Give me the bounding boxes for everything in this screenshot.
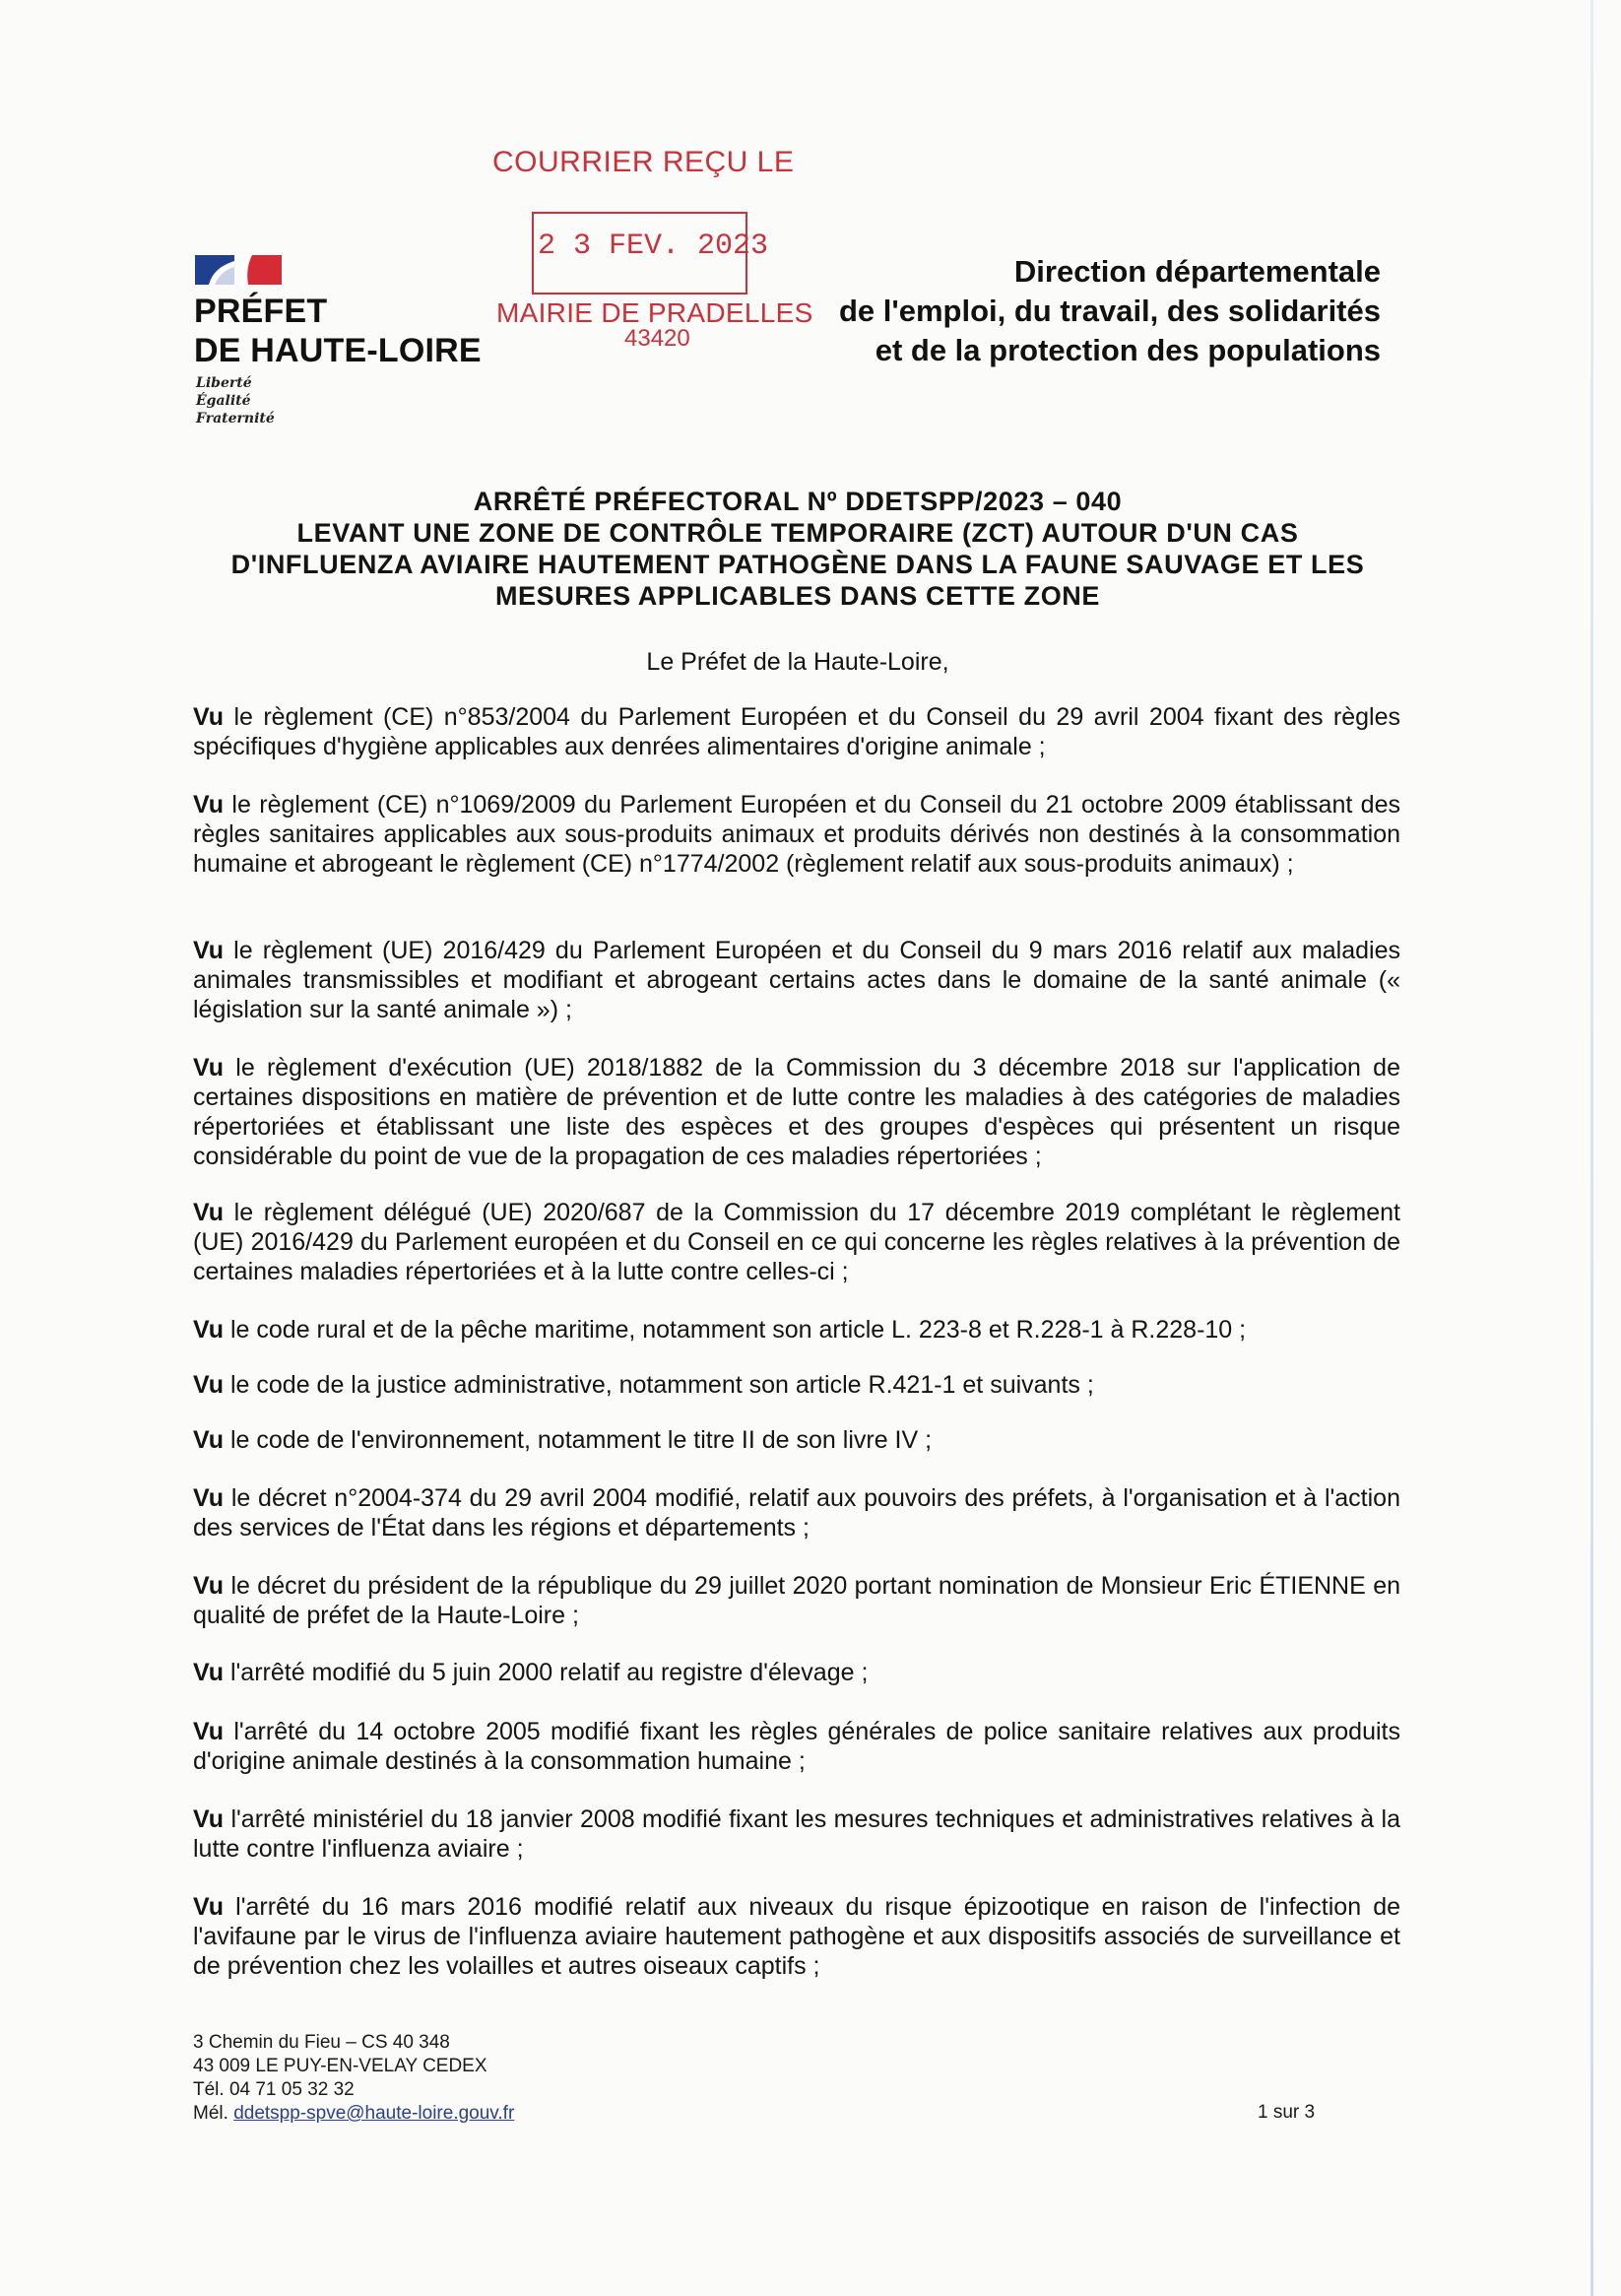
vu-paragraph [193, 1483, 1400, 1542]
vu-label: Vu [193, 1316, 225, 1344]
arrete-title [187, 486, 1408, 612]
vu-paragraph [193, 1425, 1400, 1455]
vu-text: le code de la justice administrative, notamment son article R.421-1 et suivants ; [229, 1371, 1094, 1399]
vu-paragraph [193, 1370, 1400, 1400]
footer-street: 3 Chemin du Fieu – CS 40 348 [193, 2032, 450, 2053]
footer-phone: Tél. 04 71 05 32 32 [193, 2079, 355, 2100]
footer-mail [193, 2102, 514, 2126]
title-line-1: ARRÊTÉ PRÉFECTORAL Nº DDETSPP/2023 – 040 [473, 487, 1123, 516]
vu-text: le règlement d'exécution (UE) 2018/1882 de la Commission du 3 décembre 2018 sur l'application de certaines dispositions en matière de prévention et de lutte contre les maladies à des catégories de maladies répertoriées et établissant une liste des espèces et des groupes d'espèces qui présentent un risque considérable du point de vue de la propagation de ces maladies répertoriées ; [193, 1054, 1400, 1170]
vu-text: le règlement (UE) 2016/429 du Parlement Européen et du Conseil du 9 mars 2016 relatif aux maladies animales transmissibles et modifiant et abrogeant certains actes dans le domaine de la santé animale (« législation sur la santé animale ») ; [193, 937, 1400, 1023]
prefet-intro: Le Préfet de la Haute-Loire, [646, 648, 949, 676]
vu-text: l'arrêté du 16 mars 2016 modifié relatif aux niveaux du risque épizootique en raison de l'infection de l'avifaune par le virus de l'influenza aviaire hautement pathogène et aux dispositifs associés de surveillance et de prévention chez les volailles et autres oiseaux captifs ; [193, 1893, 1400, 1980]
prefet-line-2: DE HAUTE-LOIRE [194, 332, 482, 369]
vu-label: Vu [193, 1199, 225, 1226]
stamp-received-label: COURRIER REÇU LE [492, 146, 795, 178]
vu-label: Vu [193, 1484, 225, 1512]
direction-line-2: de l'emploi, du travail, des solidarités [838, 294, 1381, 328]
stamp-postcode: 43420 [624, 325, 690, 352]
footer-address [193, 2031, 514, 2126]
direction-heading [839, 252, 1381, 370]
scan-edge [1590, 0, 1593, 2296]
vu-text: l'arrêté ministériel du 18 janvier 2008 modifié fixant les mesures techniques et administratives relatives à la lutte contre l'influenza aviaire ; [193, 1805, 1400, 1863]
vu-text: le règlement délégué (UE) 2020/687 de la Commission du 17 décembre 2019 complétant le règlement (UE) 2016/429 du Parlement européen et du Conseil en ce qui concerne les règles relatives à la prévention de certaines maladies répertoriées et à la lutte contre celles-ci ; [193, 1199, 1400, 1285]
motto-liberte: Liberté [196, 375, 252, 391]
vu-paragraph [193, 1658, 1400, 1687]
vu-paragraph [193, 1892, 1400, 1981]
vu-text: l'arrêté du 14 octobre 2005 modifié fixant les règles générales de police sanitaire relatives aux produits d'origine animale destinés à la consommation humaine ; [193, 1718, 1400, 1775]
vu-label: Vu [193, 1054, 225, 1082]
vu-text: le code de l'environnement, notamment le titre II de son livre IV ; [229, 1426, 933, 1454]
mail-label: Mél. [193, 2103, 228, 2124]
vu-paragraph [193, 1053, 1400, 1171]
vu-paragraph [193, 790, 1400, 879]
vu-label: Vu [193, 1572, 225, 1600]
vu-text: l'arrêté modifié du 5 juin 2000 relatif au registre d'élevage ; [229, 1659, 869, 1686]
vu-label: Vu [193, 1371, 225, 1399]
prefet-title [194, 292, 482, 370]
vu-label: Vu [193, 791, 225, 819]
stamp-mairie: MAIRIE DE PRADELLES [496, 297, 813, 328]
vu-text: le règlement (CE) n°1069/2009 du Parlement Européen et du Conseil du 21 octobre 2009 établissant des règles sanitaires applicables aux sous-produits animaux et produits dérivés non destinés à la consommation humaine et abrogeant le règlement (CE) n°1774/2002 (règlement relatif aux sous-produits animaux) ; [193, 791, 1400, 878]
footer-city: 43 009 LE PUY-EN-VELAY CEDEX [193, 2056, 487, 2076]
vu-text: le code rural et de la pêche maritime, notamment son article L. 223-8 et R.228-1 à R.228-10 ; [229, 1316, 1247, 1344]
vu-paragraph [193, 1198, 1400, 1286]
title-line-3: D'INFLUENZA AVIAIRE HAUTEMENT PATHOGÈNE DANS LA FAUNE SAUVAGE ET LES [230, 550, 1365, 579]
page-number: 1 sur 3 [1258, 2102, 1316, 2123]
title-line-4: MESURES APPLICABLES DANS CETTE ZONE [494, 581, 1101, 611]
motto-egalite: Égalité [196, 393, 251, 409]
vu-text: le décret du président de la république du 29 juillet 2020 portant nomination de Monsieur Eric ÉTIENNE en qualité de préfet de la Haute-Loire ; [193, 1572, 1400, 1629]
vu-paragraph [193, 1804, 1400, 1864]
vu-text: le décret n°2004-374 du 29 avril 2004 modifié, relatif aux pouvoirs des préfets, à l'organisation et à l'action des services de l'État dans les régions et départements ; [193, 1484, 1400, 1542]
vu-paragraph [193, 1717, 1400, 1776]
stamp-date: 2 3 FEV. 2023 [538, 230, 769, 263]
marianne-logo-icon [195, 251, 284, 289]
vu-label: Vu [193, 703, 225, 731]
vu-paragraph [193, 702, 1400, 761]
vu-paragraph [193, 1571, 1400, 1630]
direction-line-1: Direction départementale [1013, 254, 1381, 289]
republic-motto [196, 374, 275, 427]
vu-label: Vu [193, 1426, 225, 1454]
vu-paragraph [193, 1315, 1400, 1345]
title-line-2: LEVANT UNE ZONE DE CONTRÔLE TEMPORAIRE (ZCT) AUTOUR D'UN CAS [296, 518, 1299, 548]
direction-line-3: et de la protection des populations [875, 333, 1381, 367]
motto-fraternite: Fraternité [196, 411, 275, 426]
vu-label: Vu [193, 1805, 225, 1833]
vu-label: Vu [193, 1718, 225, 1745]
vu-paragraph [193, 936, 1400, 1024]
vu-text: le règlement (CE) n°853/2004 du Parlement Européen et du Conseil du 29 avril 2004 fixant des règles spécifiques d'hygiène applicables aux denrées alimentaires d'origine animale ; [193, 703, 1400, 760]
vu-label: Vu [193, 937, 225, 964]
prefet-line-1: PRÉFET [194, 293, 328, 330]
vu-label: Vu [193, 1893, 225, 1921]
vu-label: Vu [193, 1659, 225, 1686]
email-link[interactable]: ddetspp-spve@haute-loire.gouv.fr [233, 2103, 515, 2124]
